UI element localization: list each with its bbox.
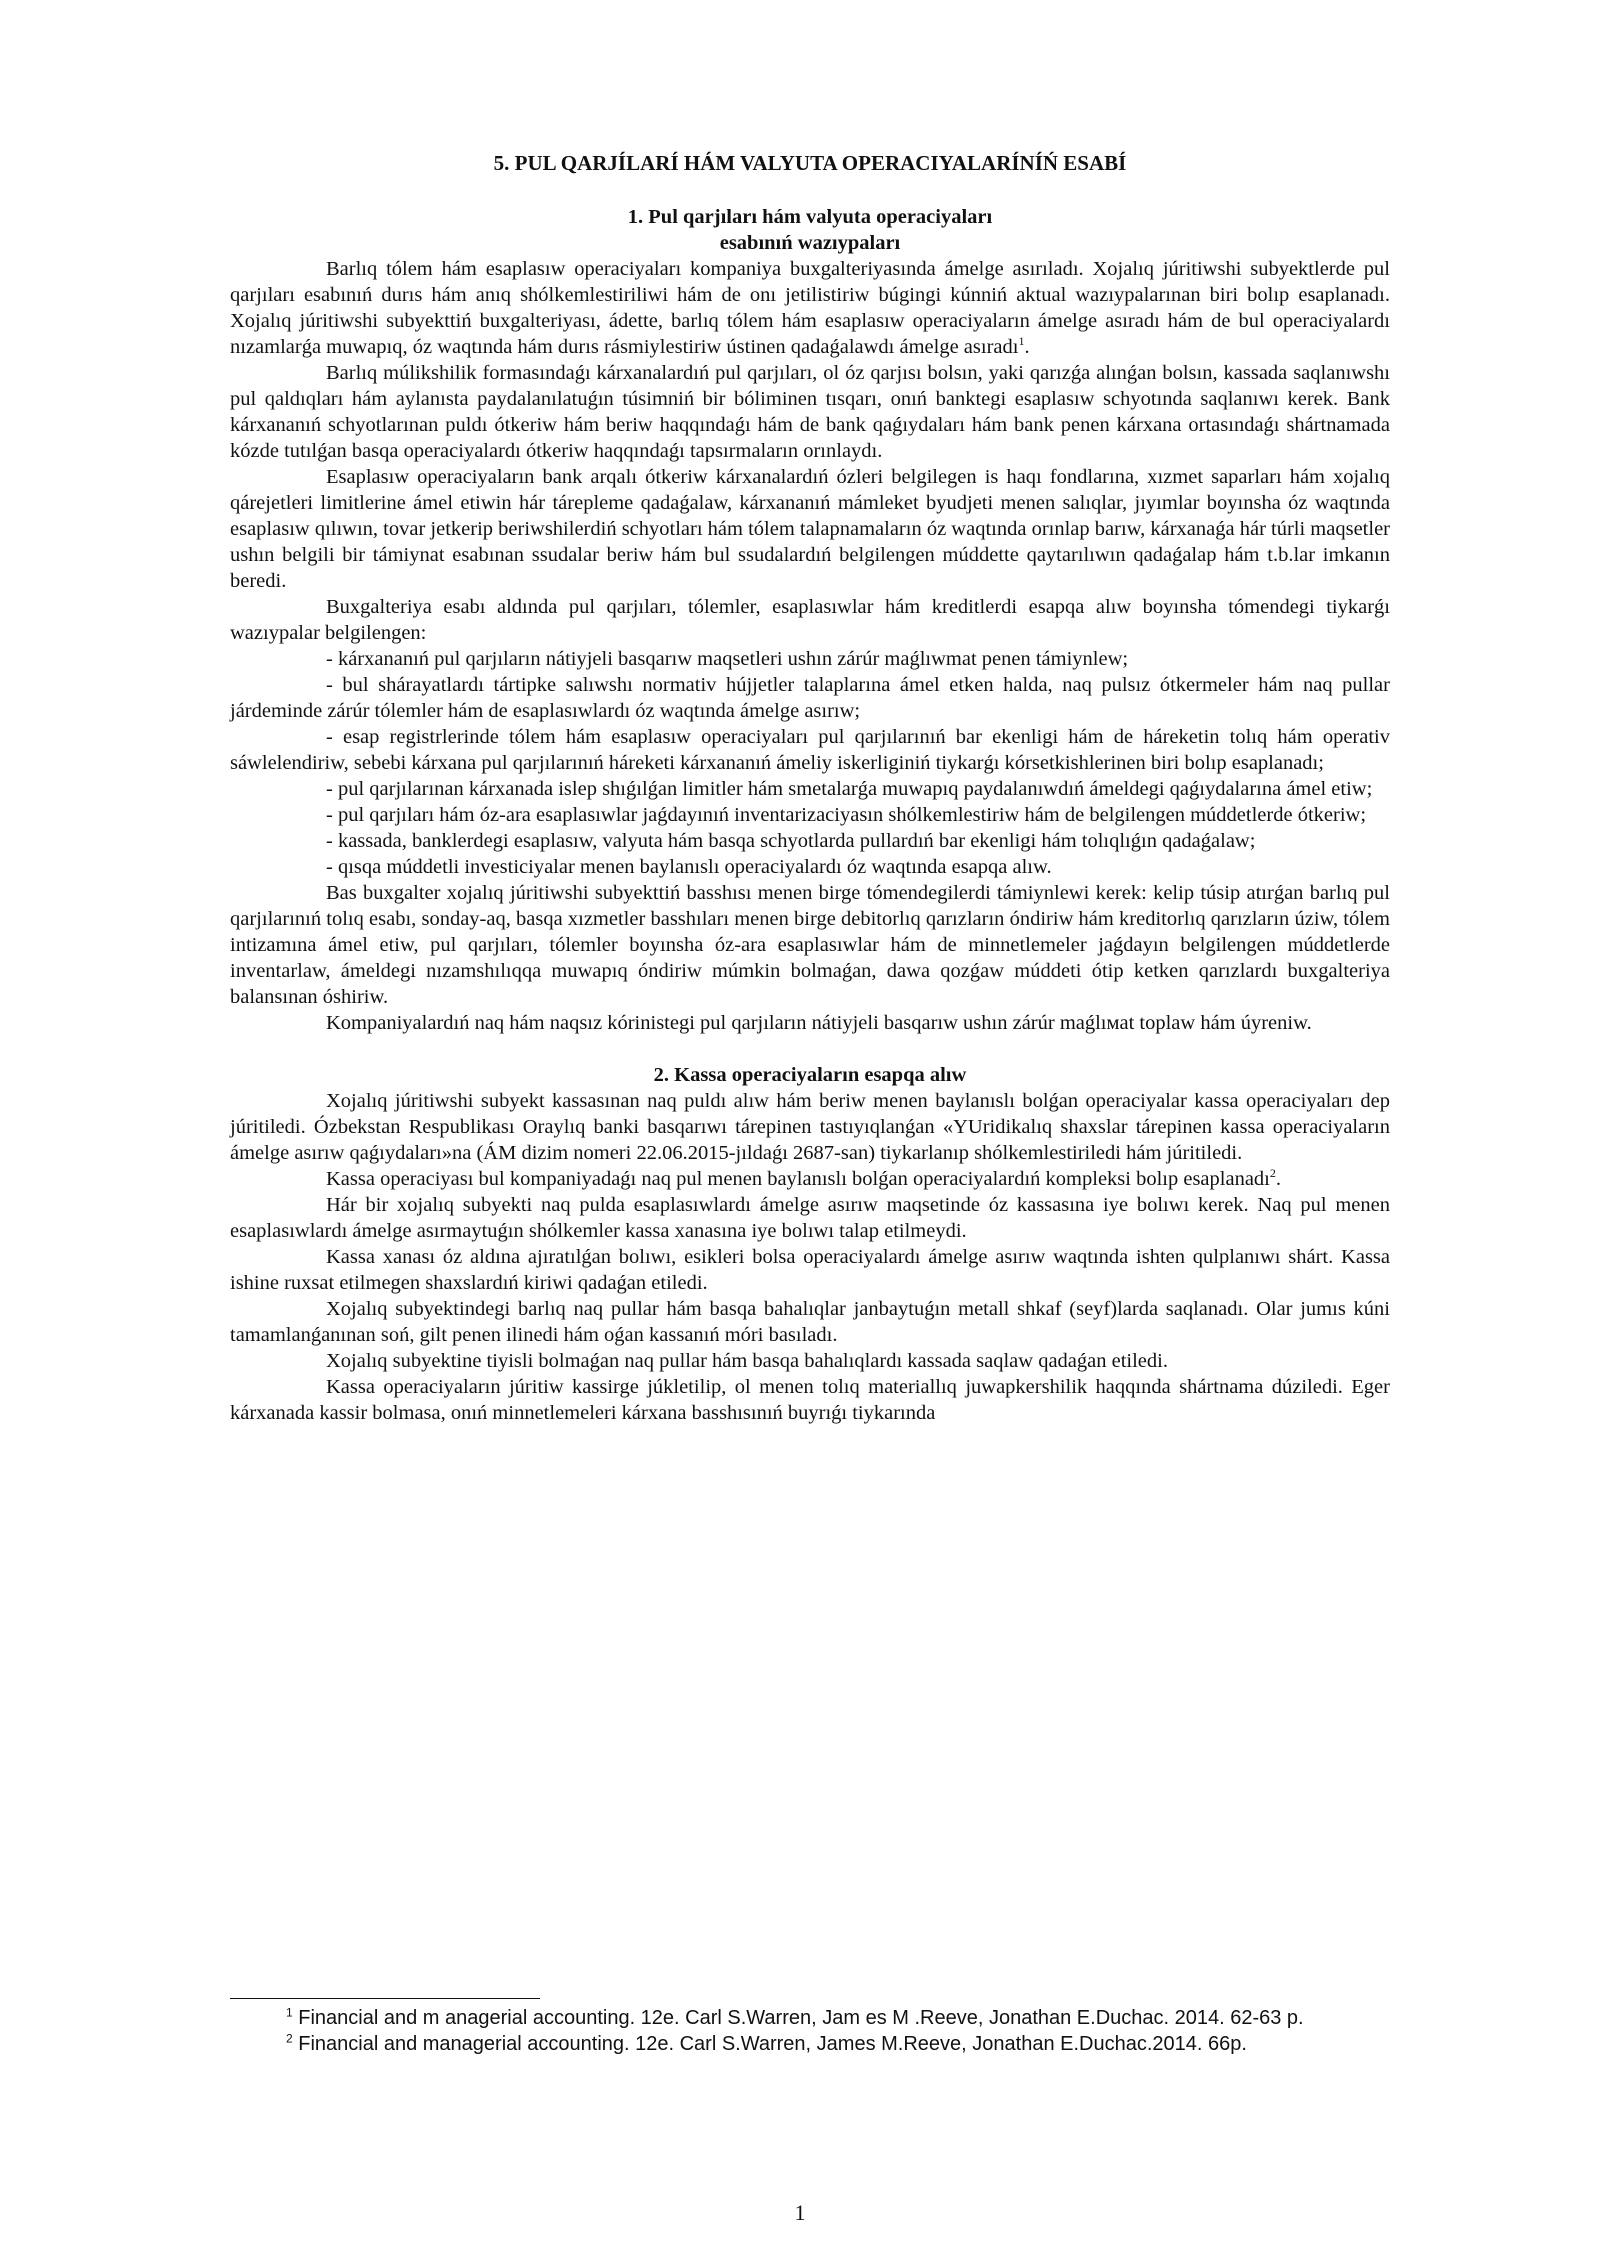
paragraph: Xojalıq subyektindegi barlıq naq pullar hám basqa bahalıqlar janbaytuǵın metall shkaf (seyf)larda saqlanadı. Olar jumıs kúni tamamlanǵanınan soń, gilt penen ilinedi hám oǵan kassanıń móri basıladı. bbox=[230, 1298, 1390, 1346]
footnote: $^1$ Financial and m anagerial accounting. 12e. Carl S.Warren, Jam es M .Reeve, Jonathan E.Duchac. 2014. 62-63 p. bbox=[286, 2005, 1304, 2029]
document-page bbox=[230, 150, 1390, 1426]
chapter-title: 5. PUL QARJÍLARÍ HÁM VALYUTA OPERACIYALARÍNÍŃ ESABÍ bbox=[493, 151, 1127, 175]
paragraph: Barlıq tólem hám esaplasıw operaciyaları kompaniya buxgalteriyasında ámelge asırıladı. Xojalıq júritiwshi subyektlerde pul qarjıları esabınıń durıs hám anıq shólkemlestiriliwi hám de onı jetilistiriw búgingi kúnniń aktual wazıypalarınan biri bolıp esaplanadı. Xojalıq júritiwshi subyekttiń buxgalteriyası, ádette, barlıq tólem hám esaplasıw operaciyaların ámelge asıradı hám de bul operaciyalardı nızamlarǵa muwapıq, óz waqtında hám durıs rásmiylestiriw ústinen qadaǵalawdı ámelge asıradı$^1$. bbox=[230, 258, 1390, 358]
footnote-ref: 2 bbox=[1269, 1166, 1276, 1181]
section-1-heading-line-1: 1. Pul qarjıları hám valyuta operaciyaları bbox=[627, 206, 993, 228]
list-item: - pul qarjılarınan kárxanada islep shıǵılǵan limitler hám smetalarǵa muwapıq paydalanıwdıń ámeldegi qaǵıydalarına ámel etiw; bbox=[326, 778, 1373, 800]
list-item: - kárxananıń pul qarjıların nátiyjeli basqarıw maqsetleri ushın zárúr maǵlıwmat penen támiynlew; bbox=[326, 648, 1129, 670]
paragraph: Bas buxgalter xojalıq júritiwshi subyekttiń basshısı menen birge tómendegilerdi támiynlewi kerek: kelip túsip atırǵan barlıq pul qarjılarınıń tolıq esabı, sonday-aq, basqa xızmetler basshıları menen birge debitorlıq qarızların óndiriw hám kreditorlıq qarızların úziw, tólem intizamına ámel etiw, pul qarjıları, tólemler boyınsha óz-ara esaplasıwlar hám de minnetlemeler jaǵdayın belgilengen múddetlerde inventarlaw, ámeldegi nızamshılıqqa muwapıq óndiriw múmkin bolmaǵan, dawa qozǵaw múddeti ótip ketken qarızlardı buxgalteriya balansınan óshiriw. bbox=[230, 882, 1390, 1008]
footnote-separator bbox=[230, 1998, 540, 1999]
paragraph: Xojalıq júritiwshi subyekt kassasınan naq puldı alıw hám beriw menen baylanıslı bolǵan operaciyalar kassa operaciyaları dep júritiledi. Ózbekstan Respublikası Oraylıq banki basqarıwı tárepinen tastıyıqlanǵan «YUridikalıq shaxslar tárepinen kassa operaciyaların ámelge asırıw qaǵıydaları»na (ÁM dizim nomeri 22.06.2015-jıldaǵı 2687-san) tiykarlanıp shólkemlestiriledi hám júritiledi. bbox=[230, 1090, 1390, 1164]
paragraph: Kassa operaciyası bul kompaniyadaǵı naq pul menen baylanıslı bolǵan operaciyalardıń kompleksi bolıp esaplanadı$^2$. bbox=[326, 1166, 1281, 1190]
paragraph: Hár bir xojalıq subyekti naq pulda esaplasıwlardı ámelge asırıw maqsetinde óz kassasına iye bolıwı kerek. Naq pul menen esaplasıwlardı ámelge asırmaytuǵın shólkemler kassa xanasına iye bolıwı talap etilmeydi. bbox=[230, 1194, 1390, 1242]
paragraph: Barlıq múlikshilik formasındaǵı kárxanalardıń pul qarjıları, ol óz qarjısı bolsın, yaki qarızǵa alınǵan bolsın, kassada saqlanıwshı pul qaldıqları hám aylanısta paydalanılatuǵın túsimniń bir bóliminen tısqarı, onıń banktegi esaplasıw schyotında saqlanıwı kerek. Bank kárxananıń schyotlarınan puldı ótkeriw hám beriw haqqındaǵı hám de bank qaǵıydaları hám bank penen kárxana ortasındaǵı shártnamada kózde tutılǵan basqa operaciyalardı ótkeriw haqqındaǵı tapsırmaların orınlaydı. bbox=[230, 362, 1390, 462]
page-number: 1 bbox=[794, 2200, 806, 2225]
list-item: - kassada, banklerdegi esaplasıw, valyuta hám basqa schyotlarda pullardıń bar ekenligi hám tolıqlıǵın qadaǵalaw; bbox=[326, 830, 1256, 852]
paragraph: Esaplasıw operaciyaların bank arqalı ótkeriw kárxanalardıń ózleri belgilegen is haqı fondlarına, xızmet saparları hám xojalıq qárejetleri limitlerine ámel etiwin hár tárepleme qadaǵalaw, kárxananıń mámleket byudjeti menen salıqlar, jıyımlar boyınsha óz waqtında esaplasıw qılıwın, tovar jetkerip beriwshilerdiń schyotları hám tólem talapnamaların óz waqtında orınlap barıw, kárxanaǵa hár túrli maqsetler ushın belgili bir támiynat esabınan ssudalar beriw hám bul ssudalardıń belgilengen múddette qaytarılıwın qadaǵalap hám t.b.lar imkanın beredi. bbox=[230, 466, 1390, 592]
paragraph: Kompaniyalardıń naq hám naqsız kórinistegi pul qarjıların nátiyjeli basqarıw ushın zárúr maǵlıмat toplaw hám úyreniw. bbox=[326, 1012, 1312, 1034]
list-item: - pul qarjıları hám óz-ara esaplasıwlar jaǵdayınıń inventarizaciyasın shólkemlestiriw hám de belgilengen múddetlerde ótkeriw; bbox=[326, 804, 1367, 826]
list-item: - esap registrlerinde tólem hám esaplasıw operaciyaları pul qarjılarınıń bar ekenligi hám de háreketin tolıq hám operativ sáwlelendiriw, sebebi kárxana pul qarjılarınıń háreketi kárxananıń ámeliy iskerliginiń tiykarǵı kórsetkishlerinen biri bolıp esaplanadı; bbox=[230, 726, 1390, 774]
paragraph: Kassa xanası óz aldına ajıratılǵan bolıwı, esikleri bolsa operaciyalardı ámelge asırıw waqtında ishten qulplanıwı shárt. Kassa ishine ruxsat etilmegen shaxslardıń kiriwi qadaǵan etiledi. bbox=[230, 1246, 1390, 1294]
section-2-heading: 2. Kassa operaciyaların esapqa alıw bbox=[653, 1064, 967, 1086]
paragraph: Buxgalteriya esabı aldında pul qarjıları, tólemler, esaplasıwlar hám kreditlerdi esapqa alıw boyınsha tómendegi tiykarǵı wazıypalar belgilengen: bbox=[230, 596, 1390, 644]
paragraph: Kassa operaciyaların júritiw kassirge júkletilip, ol menen tolıq materiallıq juwapkershilik haqqında shártnama dúziledi. Eger kárxanada kassir bolmasa, onıń minnetlemeleri kárxana basshısınıń buyrıǵı tiykarında bbox=[230, 1376, 1390, 1424]
list-item: - bul shárayatlardı tártipke salıwshı normativ hújjetler talaplarına ámel etken halda, naq pulsız ótkermeler hám naq pullar járdeminde zárúr tólemler hám de esaplasıwlardı óz waqtında ámelge asırıw; bbox=[230, 674, 1390, 722]
list-item: - qısqa múddetli investiciyalar menen baylanıslı operaciyalardı óz waqtında esapqa alıw. bbox=[326, 856, 1052, 878]
section-1-heading-line-2: esabınıń wazıypaları bbox=[719, 232, 901, 254]
footnote-ref: 1 bbox=[1018, 334, 1025, 349]
footnotes bbox=[230, 1998, 1390, 2057]
paragraph: Xojalıq subyektine tiyisli bolmaǵan naq pullar hám basqa bahalıqlardı kassada saqlaw qadaǵan etiledi. bbox=[326, 1350, 1168, 1372]
footnote: $^2$ Financial and managerial accounting. 12e. Carl S.Warren, James M.Reeve, Jonathan E.Duchac.2014. 66p. bbox=[286, 2031, 1247, 2055]
